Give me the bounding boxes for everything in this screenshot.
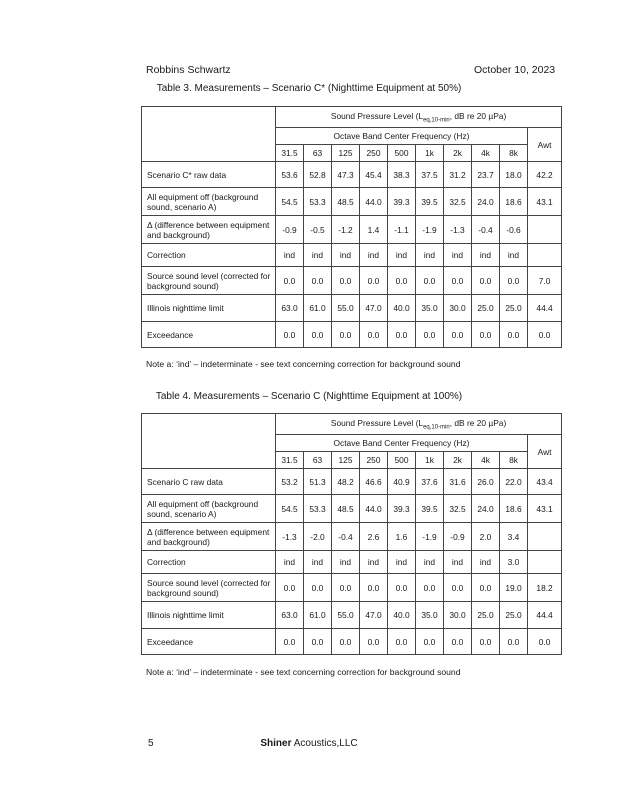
value-cell: 22.0 xyxy=(500,469,528,495)
band-header: Octave Band Center Frequency (Hz) xyxy=(276,128,528,145)
spl-header xyxy=(276,107,562,128)
value-cell: 44.0 xyxy=(360,188,388,216)
table-4 xyxy=(141,413,562,655)
freq-header: 1k xyxy=(416,452,444,469)
corner-cell xyxy=(142,107,276,162)
value-cell: 0.0 xyxy=(388,267,416,295)
awt-cell: 0.0 xyxy=(528,322,562,348)
value-cell: 0.0 xyxy=(416,267,444,295)
awt-cell xyxy=(528,216,562,244)
value-cell: 47.0 xyxy=(360,295,388,322)
page-number: 5 xyxy=(148,738,154,749)
value-cell: 0.0 xyxy=(360,574,388,602)
value-cell: -1.1 xyxy=(388,216,416,244)
row-label: Δ (difference between equipment and background) xyxy=(142,523,276,551)
value-cell: 25.0 xyxy=(472,602,500,629)
freq-header: 4k xyxy=(472,145,500,162)
freq-header: 2k xyxy=(444,452,472,469)
value-cell: 0.0 xyxy=(332,267,360,295)
value-cell: 47.0 xyxy=(360,602,388,629)
value-cell: 37.5 xyxy=(416,162,444,188)
table-row xyxy=(142,469,562,495)
spl-subscript: eq,10-min xyxy=(423,424,450,431)
value-cell: 32.5 xyxy=(444,188,472,216)
value-cell: 0.0 xyxy=(388,322,416,348)
value-cell: -0.4 xyxy=(332,523,360,551)
value-cell: 53.3 xyxy=(304,495,332,523)
value-cell: 0.0 xyxy=(472,322,500,348)
value-cell: 32.5 xyxy=(444,495,472,523)
table-row xyxy=(142,244,562,267)
freq-header: 31.5 xyxy=(276,452,304,469)
row-label: Scenario C raw data xyxy=(142,469,276,495)
value-cell: 0.0 xyxy=(416,322,444,348)
awt-cell: 44.4 xyxy=(528,602,562,629)
row-label: Source sound level (corrected for background sound) xyxy=(142,267,276,295)
value-cell: ind xyxy=(388,244,416,267)
freq-header: 31.5 xyxy=(276,145,304,162)
value-cell: -0.6 xyxy=(500,216,528,244)
table-3-note: Note a: ‘ind’ – indeterminate - see text concerning correction for background sound xyxy=(146,359,461,369)
value-cell: ind xyxy=(276,244,304,267)
value-cell: 19.0 xyxy=(500,574,528,602)
value-cell: ind xyxy=(360,244,388,267)
awt-header: Awt xyxy=(528,128,562,162)
value-cell: 0.0 xyxy=(304,267,332,295)
freq-header: 1k xyxy=(416,145,444,162)
row-label: Scenario C* raw data xyxy=(142,162,276,188)
row-label: All equipment off (background sound, scenario A) xyxy=(142,495,276,523)
value-cell: ind xyxy=(472,244,500,267)
value-cell: ind xyxy=(332,551,360,574)
corner-cell xyxy=(142,414,276,469)
value-cell: 0.0 xyxy=(388,574,416,602)
value-cell: 46.6 xyxy=(360,469,388,495)
freq-header: 8k xyxy=(500,452,528,469)
value-cell: 39.5 xyxy=(416,188,444,216)
value-cell: 2.0 xyxy=(472,523,500,551)
value-cell: 54.5 xyxy=(276,188,304,216)
freq-header: 125 xyxy=(332,452,360,469)
value-cell: 25.0 xyxy=(500,295,528,322)
value-cell: ind xyxy=(416,244,444,267)
table-4-caption: Table 4. Measurements – Scenario C (Nighttime Equipment at 100%) xyxy=(155,391,463,402)
value-cell: 39.3 xyxy=(388,495,416,523)
awt-cell: 18.2 xyxy=(528,574,562,602)
table-3-caption: Table 3. Measurements – Scenario C* (Nighttime Equipment at 50%) xyxy=(156,83,462,94)
freq-header: 250 xyxy=(360,452,388,469)
table-row xyxy=(142,602,562,629)
value-cell: ind xyxy=(304,244,332,267)
spl-suffix: , dB re 20 µPa) xyxy=(449,110,507,121)
value-cell: ind xyxy=(360,551,388,574)
value-cell: 63.0 xyxy=(276,602,304,629)
value-cell: 61.0 xyxy=(304,295,332,322)
value-cell: 39.3 xyxy=(388,188,416,216)
freq-header: 8k xyxy=(500,145,528,162)
value-cell: 0.0 xyxy=(276,574,304,602)
table-3 xyxy=(141,106,562,348)
value-cell: ind xyxy=(388,551,416,574)
value-cell: 0.0 xyxy=(444,267,472,295)
freq-header: 4k xyxy=(472,452,500,469)
spl-label: Sound Pressure Level (L xyxy=(330,110,424,121)
value-cell: 38.3 xyxy=(388,162,416,188)
value-cell: 0.0 xyxy=(304,322,332,348)
awt-cell: 7.0 xyxy=(528,267,562,295)
row-label: Δ (difference between equipment and background) xyxy=(142,216,276,244)
value-cell: 0.0 xyxy=(444,574,472,602)
value-cell: 24.0 xyxy=(472,495,500,523)
value-cell: 0.0 xyxy=(416,629,444,655)
table-4-note: Note a: ‘ind’ – indeterminate - see text concerning correction for background sound xyxy=(146,667,461,677)
value-cell: 0.0 xyxy=(276,267,304,295)
spl-label: Sound Pressure Level (L xyxy=(330,417,424,428)
value-cell: 2.6 xyxy=(360,523,388,551)
freq-header: 63 xyxy=(304,452,332,469)
value-cell: 52.8 xyxy=(304,162,332,188)
footer-company xyxy=(0,738,618,749)
value-cell: 54.5 xyxy=(276,495,304,523)
value-cell: 25.0 xyxy=(500,602,528,629)
value-cell: 0.0 xyxy=(332,322,360,348)
value-cell: 53.2 xyxy=(276,469,304,495)
row-label: Illinois nighttime limit xyxy=(142,602,276,629)
value-cell: 30.0 xyxy=(444,295,472,322)
spl-header-row xyxy=(142,414,562,435)
value-cell: -0.9 xyxy=(276,216,304,244)
value-cell: 0.0 xyxy=(304,574,332,602)
value-cell: 1.4 xyxy=(360,216,388,244)
footer-company-rest: Acoustics,LLC xyxy=(291,738,358,749)
awt-cell xyxy=(528,551,562,574)
freq-header: 125 xyxy=(332,145,360,162)
band-header: Octave Band Center Frequency (Hz) xyxy=(276,435,528,452)
value-cell: ind xyxy=(444,244,472,267)
table-row xyxy=(142,322,562,348)
value-cell: 55.0 xyxy=(332,295,360,322)
value-cell: ind xyxy=(416,551,444,574)
value-cell: 0.0 xyxy=(472,267,500,295)
table-row xyxy=(142,551,562,574)
value-cell: ind xyxy=(472,551,500,574)
value-cell: -1.9 xyxy=(416,216,444,244)
freq-header: 2k xyxy=(444,145,472,162)
value-cell: -2.0 xyxy=(304,523,332,551)
spl-subscript: eq,10-min xyxy=(423,117,450,124)
row-label: Illinois nighttime limit xyxy=(142,295,276,322)
header-date: October 10, 2023 xyxy=(474,64,556,76)
awt-cell xyxy=(528,244,562,267)
value-cell: 39.5 xyxy=(416,495,444,523)
value-cell: 0.0 xyxy=(332,629,360,655)
awt-cell: 42.2 xyxy=(528,162,562,188)
value-cell: 47.3 xyxy=(332,162,360,188)
value-cell: 35.0 xyxy=(416,295,444,322)
row-label: Exceedance xyxy=(142,322,276,348)
awt-cell: 43.4 xyxy=(528,469,562,495)
value-cell: 40.0 xyxy=(388,602,416,629)
value-cell: 0.0 xyxy=(416,574,444,602)
value-cell: ind xyxy=(304,551,332,574)
value-cell: 48.5 xyxy=(332,188,360,216)
value-cell: 30.0 xyxy=(444,602,472,629)
value-cell: 18.0 xyxy=(500,162,528,188)
value-cell: 40.9 xyxy=(388,469,416,495)
value-cell: 44.0 xyxy=(360,495,388,523)
freq-header: 63 xyxy=(304,145,332,162)
value-cell: 0.0 xyxy=(332,574,360,602)
table-row xyxy=(142,267,562,295)
value-cell: -1.9 xyxy=(416,523,444,551)
row-label: Correction xyxy=(142,551,276,574)
value-cell: -0.9 xyxy=(444,523,472,551)
awt-cell: 0.0 xyxy=(528,629,562,655)
freq-header: 500 xyxy=(388,145,416,162)
freq-header: 500 xyxy=(388,452,416,469)
value-cell: 53.3 xyxy=(304,188,332,216)
value-cell: -0.4 xyxy=(472,216,500,244)
value-cell: -1.3 xyxy=(276,523,304,551)
value-cell: 25.0 xyxy=(472,295,500,322)
freq-header: 250 xyxy=(360,145,388,162)
value-cell: 0.0 xyxy=(472,629,500,655)
value-cell: 55.0 xyxy=(332,602,360,629)
row-label: Correction xyxy=(142,244,276,267)
awt-cell: 43.1 xyxy=(528,188,562,216)
value-cell: 31.2 xyxy=(444,162,472,188)
row-label: Source sound level (corrected for background sound) xyxy=(142,574,276,602)
table-row xyxy=(142,295,562,322)
value-cell: ind xyxy=(276,551,304,574)
value-cell: 26.0 xyxy=(472,469,500,495)
value-cell: 23.7 xyxy=(472,162,500,188)
value-cell: -1.3 xyxy=(444,216,472,244)
value-cell: 53.6 xyxy=(276,162,304,188)
value-cell: 45.4 xyxy=(360,162,388,188)
value-cell: 0.0 xyxy=(388,629,416,655)
value-cell: 63.0 xyxy=(276,295,304,322)
value-cell: 24.0 xyxy=(472,188,500,216)
value-cell: 0.0 xyxy=(500,629,528,655)
value-cell: 0.0 xyxy=(444,629,472,655)
value-cell: 0.0 xyxy=(276,629,304,655)
value-cell: 35.0 xyxy=(416,602,444,629)
value-cell: 61.0 xyxy=(304,602,332,629)
value-cell: 0.0 xyxy=(472,574,500,602)
value-cell: 51.3 xyxy=(304,469,332,495)
table-row xyxy=(142,216,562,244)
value-cell: 18.6 xyxy=(500,495,528,523)
spl-header-row xyxy=(142,107,562,128)
value-cell: 40.0 xyxy=(388,295,416,322)
table-row xyxy=(142,495,562,523)
value-cell: 0.0 xyxy=(276,322,304,348)
awt-cell: 44.4 xyxy=(528,295,562,322)
awt-header: Awt xyxy=(528,435,562,469)
table-row xyxy=(142,523,562,551)
value-cell: 3.4 xyxy=(500,523,528,551)
row-label: Exceedance xyxy=(142,629,276,655)
value-cell: 0.0 xyxy=(500,267,528,295)
value-cell: 0.0 xyxy=(360,267,388,295)
value-cell: 0.0 xyxy=(500,322,528,348)
awt-cell: 43.1 xyxy=(528,495,562,523)
value-cell: 0.0 xyxy=(360,322,388,348)
value-cell: -1.2 xyxy=(332,216,360,244)
value-cell: 0.0 xyxy=(360,629,388,655)
value-cell: 0.0 xyxy=(304,629,332,655)
table-row xyxy=(142,629,562,655)
spl-header xyxy=(276,414,562,435)
value-cell: 18.6 xyxy=(500,188,528,216)
spl-suffix: , dB re 20 µPa) xyxy=(449,417,507,428)
row-label: All equipment off (background sound, scenario A) xyxy=(142,188,276,216)
footer-company-bold: Shiner xyxy=(260,738,292,749)
value-cell: 37.6 xyxy=(416,469,444,495)
value-cell: 0.0 xyxy=(444,322,472,348)
value-cell: 31.6 xyxy=(444,469,472,495)
value-cell: ind xyxy=(444,551,472,574)
header-author: Robbins Schwartz xyxy=(146,64,231,76)
value-cell: 3.0 xyxy=(500,551,528,574)
value-cell: ind xyxy=(500,244,528,267)
value-cell: 1.6 xyxy=(388,523,416,551)
value-cell: 48.2 xyxy=(332,469,360,495)
table-row xyxy=(142,188,562,216)
table-row xyxy=(142,162,562,188)
value-cell: -0.5 xyxy=(304,216,332,244)
value-cell: ind xyxy=(332,244,360,267)
awt-cell xyxy=(528,523,562,551)
table-row xyxy=(142,574,562,602)
value-cell: 48.5 xyxy=(332,495,360,523)
